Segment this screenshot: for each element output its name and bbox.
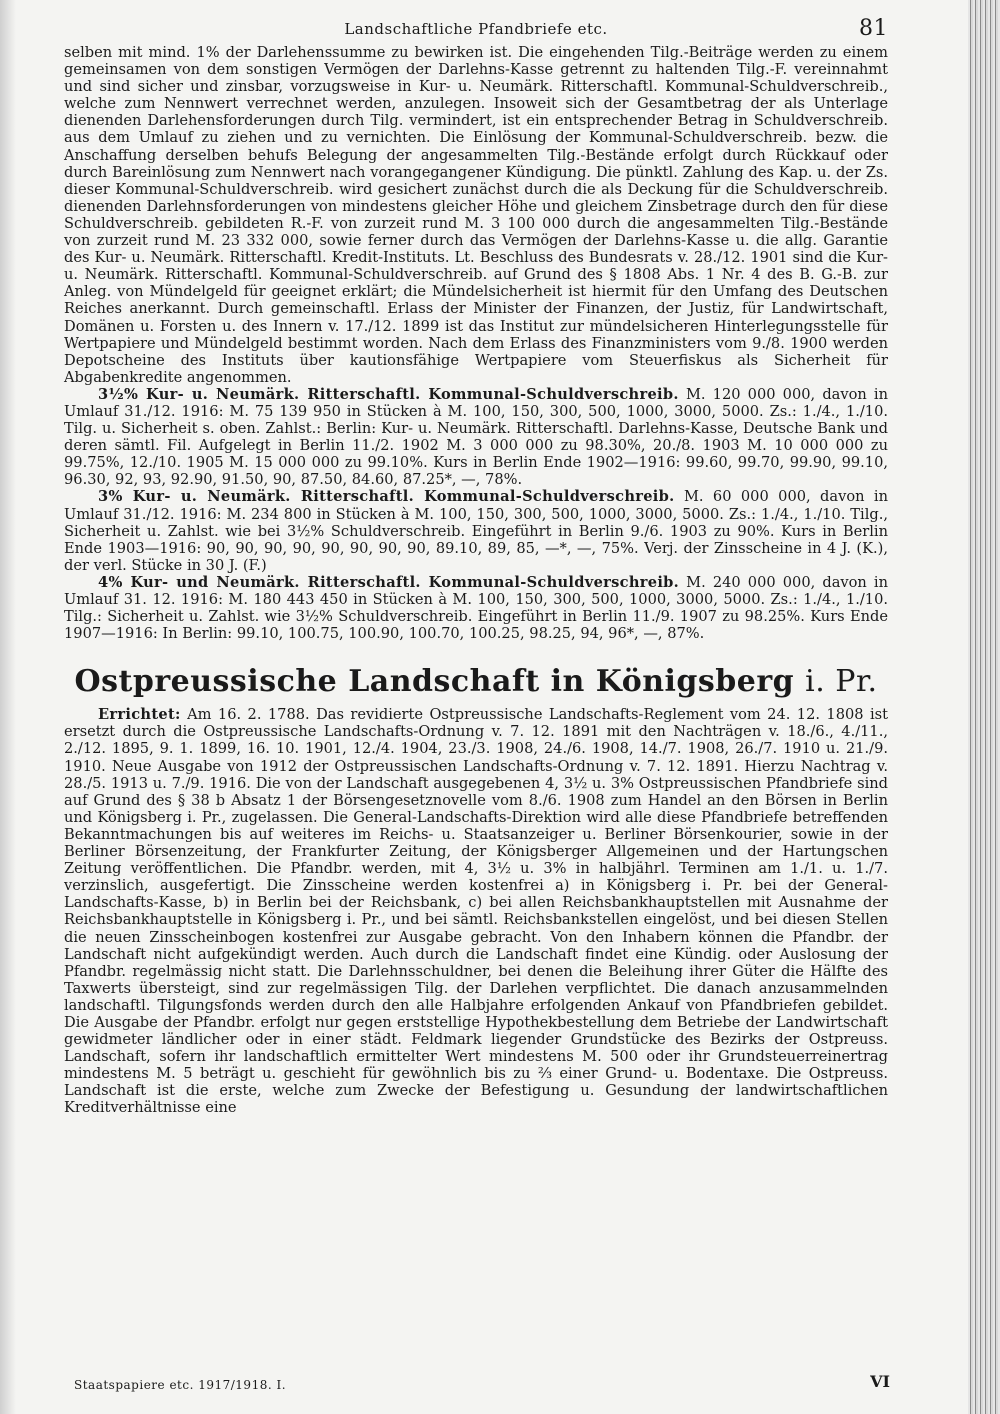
bond-body: M. 60 000 000, davon in Umlauf 31./12. 1916: M. 234 800 in Stücken à M. 100, 150, 300, 500, 1000, 3000, 5000. Zs.: 1./4., 1./10. Tilg., Sicherheit u. Zahlst. wie bei 3½% Schuldverschreib. Eingeführt in Berlin 9./6. 1903 zu 90%. Kurs in Berlin Ende 1903—1916: 90, 90, 90, 90, 90, 90, 90, 90, 89.10, 89, 85, —*, —, 75%. Verj. der Zinsscheine in 4 J. (K.), der verl. Stücke in 30 J. (F.) (64, 488, 888, 574)
bond-heading: 3½% Kur- u. Neumärk. Ritterschaftl. Kommunal-Schuldverschreib. (98, 385, 679, 403)
bond-entry-1 (64, 386, 888, 489)
page-edge-stack (968, 0, 1000, 1414)
bond-heading: 4% Kur- und Neumärk. Ritterschaftl. Kommunal-Schuldverschreib. (98, 573, 680, 591)
bond-entry-3 (64, 574, 888, 642)
bond-entry-2 (64, 488, 888, 573)
section-paragraph (64, 706, 888, 1116)
page-number: 81 (859, 16, 888, 41)
section-lead: Errichtet: (98, 706, 181, 724)
bond-body: M. 240 000 000, davon in Umlauf 31. 12. 1916: M. 180 443 450 in Stücken à M. 100, 150, 300, 500, 1000, 3000, 5000. Zs.: 1./4., 1./10. Tilg.: Sicherheit u. Zahlst. wie 3½% Schuldverschreib. Eingeführt in Berlin 11./9. 1907 zu 98.25%. Kurs Ende 1907—1916: In Berlin: 99.10, 100.75, 100.90, 100.70, 100.25, 98.25, 94, 96*, —, 87%. (64, 573, 888, 643)
section-title (64, 664, 888, 700)
bond-body: M. 120 000 000, davon in Umlauf 31./12. 1916: M. 75 139 950 in Stücken à M. 100, 150, 300, 500, 1000, 3000, 5000. Zs.: 1./4., 1./10. Tilg. u. Sicherheit s. oben. Zahlst.: Berlin: Kur- u. Neumärk. Ritterschaftl. Darlehns-Kasse, Deutsche Bank und deren sämtl. Fil. Aufgelegt in Berlin 11./2. 1902 M. 3 000 000 zu 98.30%, 20./8. 1903 M. 10 000 000 zu 99.75%, 12./10. 1905 M. 15 000 000 zu 99.10%. Kurs in Berlin Ende 1902—1916: 99.60, 99.70, 99.90, 99.10, 96.30, 92, 93, 92.90, 91.50, 90, 87.50, 84.60, 87.25*, —, 78%. (64, 385, 888, 489)
footer-publication: Staatspapiere etc. 1917/1918. I. (74, 1378, 287, 1392)
running-title: Landschaftliche Pfandbriefe etc. (344, 20, 608, 38)
page-spine-shadow (0, 0, 16, 1414)
continuation-paragraph: selben mit mind. 1% der Darlehenssumme zu bewirken ist. Die eingehenden Tilg.-Beiträge werden zu einem gemeinsamen von dem sonstigen Vermögen der Darlehns-Kasse getrennt zu haltenden Tilg.-F. vereinnahmt und sind sicher und zinsbar, vorzugsweise in Kur- u. Neumärk. Ritterschaftl. Kommunal-Schuldverschreib., welche zum Nennwert verrechnet werden, anzulegen. Insoweit sich der Gesamtbetrag der als Unterlage dienenden Darlehensforderungen durch Tilg. vermindert, ist ein entsprechender Betrag in Schuldverschreib. aus dem Umlauf zu ziehen und zu vernichten. Die Einlösung der Kommunal-Schuldverschreib. bezw. die Anschaffung derselben behufs Belegung der angesammelten Tilg.-Bestände erfolgt durch Rückkauf oder durch Bareinlösung zum Nennwert nach vorangegangener Kündigung. Die pünktl. Zahlung des Kap. u. der Zs. dieser Kommunal-Schuldverschreib. wird gesichert zunächst durch die als Deckung für die Schuldverschreib. dienenden Darlehnsforderungen von mindestens gleicher Höhe und gleichem Zinsbetrage durch den für diese Schuldverschreib. gebildeten R.-F. von zurzeit rund M. 3 100 000 durch die angesammelten Tilg.-Bestände von zurzeit rund M. 23 332 000, sowie ferner durch das Vermögen der Darlehns-Kasse u. die allg. Garantie des Kur- u. Neumärk. Ritterschaftl. Kredit-Instituts. Lt. Beschluss des Bundesrats v. 28./12. 1901 sind die Kur- u. Neumärk. Ritterschaftl. Kommunal-Schuldverschreib. auf Grund des § 1808 Abs. 1 Nr. 4 des B. G.-B. zur Anleg. von Mündelgeld für geeignet erklärt; die Mündelsicherheit ist hiermit für den Umfang des Deutschen Reiches anerkannt. Durch gemeinschaftl. Erlass der Minister der Finanzen, der Justiz, für Landwirtschaft, Domänen u. Forsten u. des Innern v. 17./12. 1899 ist das Institut zur mündelsicheren Hinterlegungsstelle für Wertpapiere und Mündelgeld bestimmt worden. Nach dem Erlass des Finanzministers vom 9./8. 1900 werden Depotscheine des Instituts über kautionsfähige Wertpapiere vom Steuerfiskus als Sicherheit für Abgabenkredite angenommen. (64, 44, 888, 386)
footer-signature: VI (870, 1372, 890, 1391)
section-body: Am 16. 2. 1788. Das revidierte Ostpreussische Landschafts-Reglement vom 24. 12. 1808 ist ersetzt durch die Ostpreussische Landschafts-Ordnung v. 7. 12. 1891 mit den Nachträgen v. 18./6., 4./11., 2./12. 1895, 9. 1. 1899, 16. 10. 1901, 12./4. 1904, 23./3. 1908, 24./6. 1908, 14./7. 1908, 26./7. 1910 u. 21./9. 1910. Neue Ausgabe von 1912 der Ostpreussischen Landschafts-Ordnung v. 7. 12. 1891. Hierzu Nachtrag v. 28./5. 1913 u. 7./9. 1916. Die von der Landschaft ausgegebenen 4, 3½ u. 3% Ostpreussischen Pfandbriefe sind auf Grund des § 38 b Absatz 1 der Börsengesetznovelle vom 8./6. 1908 zum Handel an den Börsen in Berlin und Königsberg i. Pr., zugelassen. Die General-Landschafts-Direktion wird alle diese Pfandbriefe betreffenden Bekanntmachungen bis auf weiteres im Reichs- u. Staatsanzeiger u. Berliner Börsenkourier, sowie in der Berliner Börsenzeitung, der Frankfurter Zeitung, der Königsberger Allgemeinen und der Hartungschen Zeitung veröffentlichen. Die Pfandbr. werden, mit 4, 3½ u. 3% in halbjährl. Terminen am 1./1. u. 1./7. verzinslich, ausgefertigt. Die Zinsscheine werden kostenfrei a) in Königsberg i. Pr. bei der General-Landschafts-Kasse, b) in Berlin bei der Reichsbank, c) bei allen Reichsbankhauptstellen mit Ausnahme der Reichsbankhauptstelle in Königsberg i. Pr., und bei sämtl. Reichsbankstellen eingelöst, und bei diesen Stellen die neuen Zinsscheinbogen kostenfrei zur Ausgabe gebracht. Von den Inhabern können die Pfandbr. der Landschaft nicht aufgekündigt werden. Auch durch die Landschaft findet eine Kündig. oder Auslosung der Pfandbr. regelmässig nicht statt. Die Darlehnsschuldner, bei denen die Beleihung ihrer Güter die Hälfte des Taxwerts übersteigt, sind zur regelmässigen Tilg. der Darlehen verpflichtet. Die danach anzusammelnden landschaftl. Tilgungsfonds werden durch den alle Halbjahre erfolgenden Ankauf von Pfandbriefen gebildet. Die Ausgabe der Pfandbr. erfolgt nur gegen erststellige Hypothekbestellung dem Betriebe der Landwirtschaft gewidmeter ländlicher oder in einer städt. Feldmark liegender Grundstücke des Bezirks der Ostpreuss. Landschaft, sofern ihr landschaftlich ermittelter Wert mindestens M. 500 oder ihr Grundsteuerreinertrag mindestens M. 5 beträgt u. geschieht für gewöhnlich bis zu ⅔ einer Grund- u. Bodentaxe. Die Ostpreuss. Landschaft ist die erste, welche zum Zwecke der Befestigung u. Gesundung der landwirtschaftlichen Kreditverhältnisse eine (64, 706, 888, 1117)
section-title-main: Ostpreussische Landschaft in Königsberg (74, 664, 795, 700)
running-head (64, 14, 888, 44)
bond-heading: 3% Kur- u. Neumärk. Ritterschaftl. Kommunal-Schuldverschreib. (98, 488, 675, 506)
section-title-suffix: i. Pr. (805, 664, 878, 700)
